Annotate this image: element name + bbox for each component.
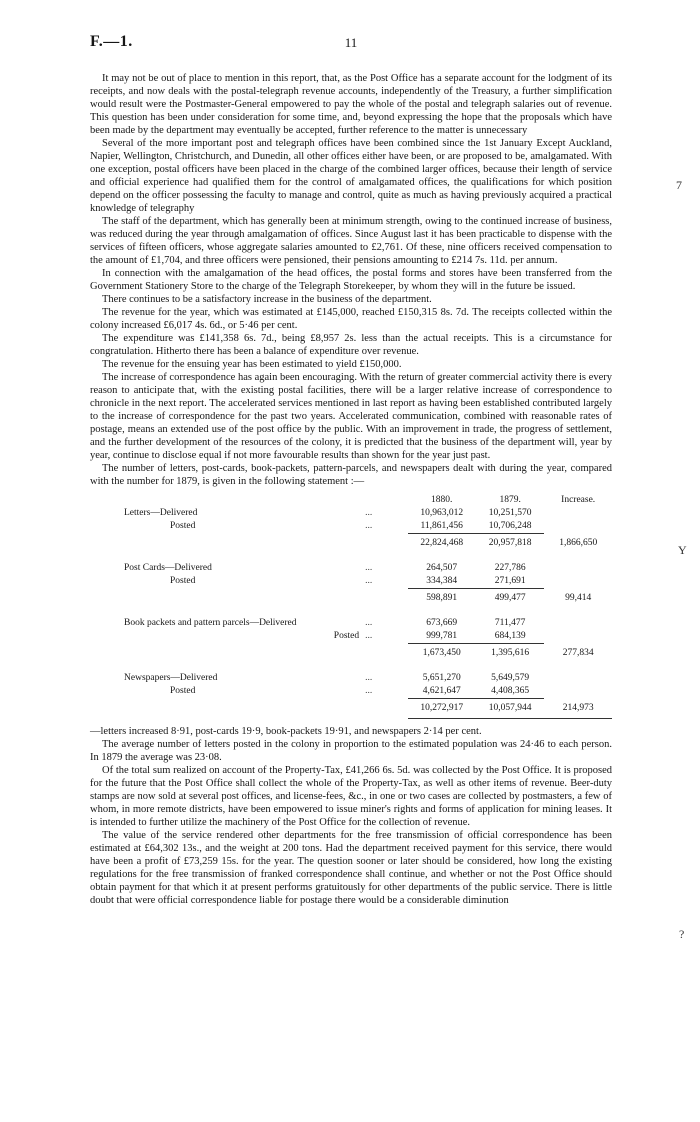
table-total-row: 22,824,468 20,957,818 1,866,650 <box>90 534 612 551</box>
table-total-row: 10,272,917 10,057,944 214,973 <box>90 699 612 719</box>
table-row: Book packets and pattern parcels—Delivered ... 673,669 711,477 <box>90 617 612 630</box>
table-row: Posted ... 334,384 271,691 <box>170 576 526 587</box>
margin-mark: ? <box>679 927 685 941</box>
paragraph: Of the total sum realized on account of the Property-Tax, £41,266 6s. 5d. was collected by the Post Office. It is proposed for the future that the Post Office shall collect the whole of the Property-Tax, as well as other items of revenue. Beer-duty stamps are now sold at several post offices, and license-fees, &c., in one or two cases are collected by postmasters, a few of whom, in more remote districts, have been empowered to issue miner's rights and forms of application for mining leases. It is intended to further utilize the machinery of the Post Office for the collection of revenue. <box>90 765 612 828</box>
table-header-row <box>90 493 612 507</box>
paragraph: In connection with the amalgamation of the head offices, the postal forms and stores have been transferred from the Government Stationery Store to the charge of the Telegraph Storekeeper, by whom they will in the future be issued. <box>90 268 612 292</box>
row-label: Posted <box>170 521 196 532</box>
document-reference: F.—1. <box>90 33 133 50</box>
table-total-row: 1,673,450 1,395,616 277,834 <box>90 644 612 661</box>
increase-value: 214,973 <box>544 699 612 719</box>
table-row: Posted ... 11,861,456 10,706,248 <box>170 521 532 532</box>
paragraph: —letters increased 8·91, post-cards 19·9, book-packets 19·91, and newspapers 2·14 per cent. <box>90 726 482 737</box>
row-label: Post Cards—Delivered <box>124 563 212 573</box>
margin-mark: Y <box>678 543 687 557</box>
increase-value: 277,834 <box>562 647 594 658</box>
row-label: Letters—Delivered <box>124 508 198 518</box>
table-row: Post Cards—Delivered ... 264,507 227,786 <box>90 562 612 575</box>
row-label: Posted <box>170 576 196 587</box>
table-row: Posted ... 4,621,647 4,408,365 <box>170 686 530 697</box>
increase-value: 99,414 <box>565 592 592 603</box>
paragraph: The revenue for the year, which was estimated at £145,000, reached £150,315 8s. 7d. The receipts collected within the colony increased £6,017 4s. 6d., or 5·46 per cent. <box>90 307 612 331</box>
paragraph: The staff of the department, which has generally been at minimum strength, owing to the continued increase of business, was reduced during the year through amalgamation of offices. Since August last it has been practicable to dispense with the services of fifteen officers, whose aggregate salaries amounted to £2,761. Of these, nine officers received compensation to the amount of £1,704, and three officers were pensioned, their pensions amounting to £214 7s. 11d. per annum. <box>90 216 612 266</box>
paragraph: Several of the more important post and telegraph offices have been combined since the 1st January Except Auckland, Napier, Wellington, Christchurch, and Dunedin, all other offices either have been, or are proposed to be, amalgamated. With one exception, postal officers have been placed in the charge of the combined larger offices, because their length of service and official experience had qualified them for the control of amalgamated offices, the qualifications for which position depend on the officer possessing the faculty to manage and control, quite as much as having previously acquired a practical knowledge of telegraphy <box>90 138 612 214</box>
correspondence-statement-table <box>90 493 612 719</box>
table-row: Letters—Delivered ... 10,963,012 10,251,570 <box>90 507 612 520</box>
report-body <box>90 72 612 907</box>
paragraph: It may not be out of place to mention in this report, that, as the Post Office has a separate account for the lodgment of its receipts, and now deals with the postal-telegraph revenue accounts, independently of the Treasury, a further simplification would result were the Postmaster-General empowered to pay the whole of the postal and telegraph salaries out of revenue. This question has been under consideration for some time, and, beyond expressing the hope that the proposals which have been made by the department may eventually be accepted, further reference to the matter is unnecessary <box>90 73 612 136</box>
paragraph: The expenditure was £141,358 6s. 7d., being £8,957 2s. less than the actual receipts. This is a circumstance for congratulation. Hitherto there has been a balance of expenditure over revenue. <box>90 333 612 357</box>
paragraph: The average number of letters posted in the colony in proportion to the estimated population was 24·46 to each person. In 1879 the average was 23·08. <box>90 739 612 763</box>
margin-mark: 7 <box>676 178 682 192</box>
row-label: Newspapers—Delivered <box>124 673 218 683</box>
row-label: Posted <box>333 631 360 642</box>
paragraph: The increase of correspondence has again been encouraging. With the return of greater commercial activity there is every reason to anticipate that, with the existing postal facilities, there will be a larger relative increase of correspondence to chronicle in the next report. The accelerated services mentioned in last report as having been established contributed largely to the increase of correspondence for the past two years. Accelerated communication, combined with reasonable rates of postage, means an extended use of the post office by the public. With an improvement in trade, the progress of settlement, and the further development of the resources of the colony, it is predicted that the business of the department will, year by year, continue to disclose equal if not more favourable results than shown for the year just past. <box>90 372 612 461</box>
table-row: Newspapers—Delivered ... 5,651,270 5,649,579 <box>90 672 612 685</box>
column-header-1880: 1880. <box>431 494 453 505</box>
column-header-increase: Increase. <box>561 494 596 505</box>
table-total-row: 598,891 499,477 99,414 <box>90 589 612 606</box>
paragraph: The number of letters, post-cards, book-packets, pattern-parcels, and newspapers dealt with during the year, compared with the number for 1879, is given in the following statement :— <box>90 463 612 487</box>
row-label: Posted <box>170 686 196 697</box>
table-row: Posted ... 999,781 684,139 <box>333 631 526 642</box>
page-header <box>90 33 612 53</box>
column-header-1879: 1879. <box>499 494 521 505</box>
paragraph: There continues to be a satisfactory increase in the business of the department. <box>102 294 432 305</box>
page-number: 11 <box>344 35 358 50</box>
paragraph: The revenue for the ensuing year has been estimated to yield £150,000. <box>102 359 402 370</box>
increase-value: 1,866,650 <box>559 537 598 548</box>
row-label: Book packets and pattern parcels—Delivered <box>124 618 297 628</box>
paragraph: The value of the service rendered other departments for the free transmission of official correspondence has been estimated at £64,302 13s., and the weight at 200 tons. Had the department received payment for this service, there would have been a profit of £73,259 15s. for the year. The question sooner or later should be considered, how long the existing regulations for the free transmission of franked correspondence shall continue, and whether or not the Post Office should obtain payment for that which it at present performs gratuitously for other departments of the public service. There is little doubt that were official correspondence liable for postage there would be a considerable diminution <box>90 830 612 906</box>
